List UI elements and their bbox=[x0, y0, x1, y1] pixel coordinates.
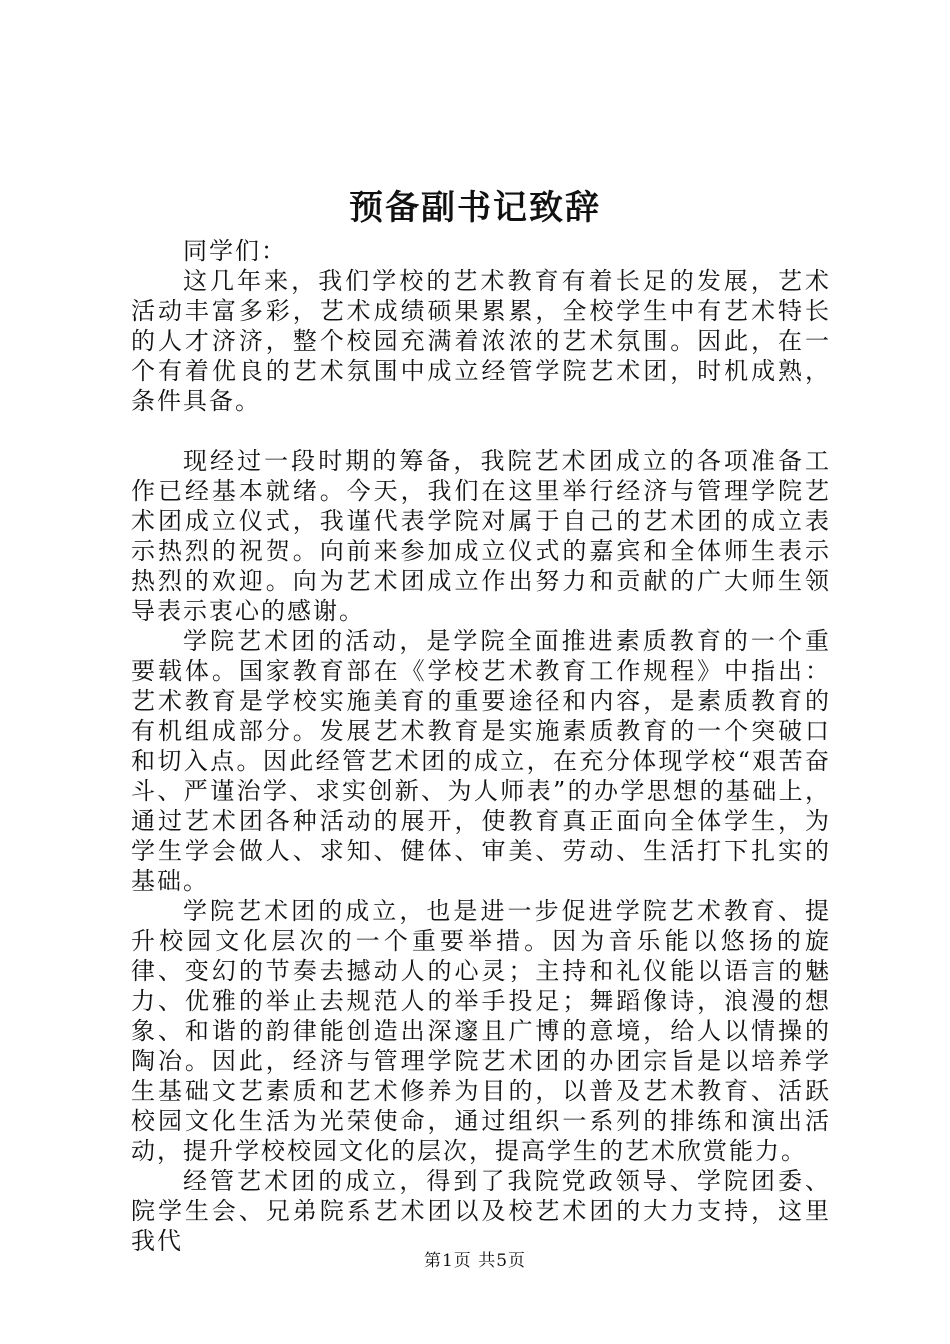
document-body bbox=[131, 236, 831, 1256]
paragraph-1: 这几年来，我们学校的艺术教育有着长足的发展，艺术活动丰富多彩，艺术成绩硕果累累，全校学生中有艺术特长的人才济济，整个校园充满着浓浓的艺术氛围。因此，在一个有着优良的艺术氛围中成立经管学院艺术团，时机成熟，条件具备。 bbox=[131, 267, 831, 415]
paragraph-3: 学院艺术团的活动，是学院全面推进素质教育的一个重要载体。国家教育部在《学校艺术教育工作规程》中指出：艺术教育是学校实施美育的重要途径和内容，是素质教育的有机组成部分。发展艺术教育是实施素质教育的一个突破口和切入点。因此经管艺术团的成立，在充分体现学校“艰苦奋斗、严谨治学、求实创新、为人师表”的办学思想的基础上，通过艺术团各种活动的展开，使教育真正面向全体学生，为学生学会做人、求知、健体、审美、劳动、生活打下扎实的基础。 bbox=[131, 627, 831, 895]
paragraph-4: 学院艺术团的成立，也是进一步促进学院艺术教育、提升校园文化层次的一个重要举措。因为音乐能以悠扬的旋律、变幻的节奏去撼动人的心灵；主持和礼仪能以语言的魅力、优雅的举止去规范人的举手投足；舞蹈像诗，浪漫的想象、和谐的韵律能创造出深邃且广博的意境，给人以情操的陶冶。因此，经济与管理学院艺术团的办团宗旨是以培养学生基础文艺素质和艺术修养为目的，以普及艺术教育、活跃校园文化生活为光荣使命，通过组织一系列的排练和演出活动，提升学校校园文化的层次，提高学生的艺术欣赏能力。 bbox=[131, 897, 831, 1165]
salutation: 同学们： bbox=[183, 237, 287, 265]
document-title: 预备副书记致辞 bbox=[349, 188, 601, 228]
page-number-footer: 第1页 共5页 bbox=[423, 1251, 527, 1271]
paragraph-5: 经管艺术团的成立，得到了我院党政领导、学院团委、院学生会、兄弟院系艺术团以及校艺术团的大力支持，这里我代 bbox=[131, 1167, 831, 1255]
paragraph-2: 现经过一段时期的筹备，我院艺术团成立的各项准备工作已经基本就绪。今天，我们在这里举行经济与管理学院艺术团成立仪式，我谨代表学院对属于自己的艺术团的成立表示热烈的祝贺。向前来参加成立仪式的嘉宾和全体师生表示热烈的欢迎。向为艺术团成立作出努力和贡献的广大师生领导表示衷心的感谢。 bbox=[131, 447, 831, 625]
